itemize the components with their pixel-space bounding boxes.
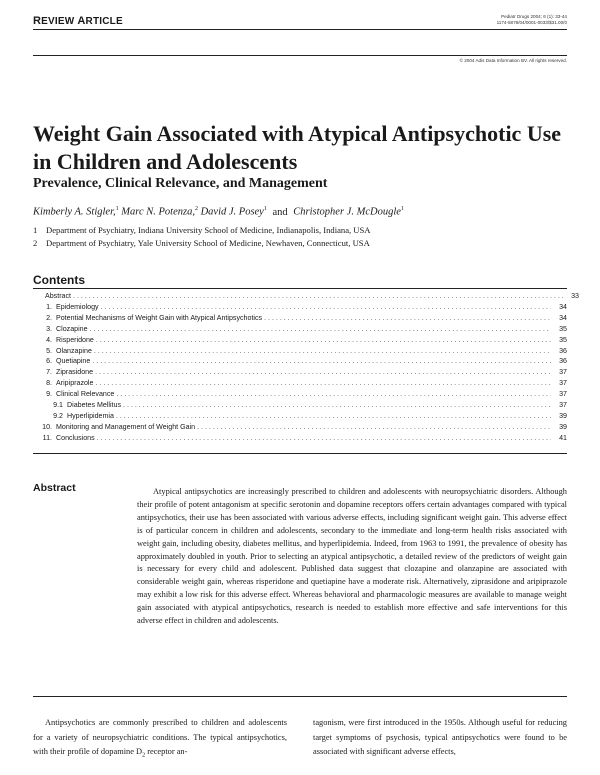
toc-leader-dots bbox=[96, 336, 551, 344]
contents-rule-bottom bbox=[33, 453, 567, 454]
toc-entry-page: 39 bbox=[559, 422, 567, 431]
contents-rule-top bbox=[33, 288, 567, 289]
toc-entry-label: Clozapine bbox=[56, 324, 88, 333]
toc-entry-label: Aripiprazole bbox=[56, 379, 94, 388]
toc-leader-dots bbox=[116, 412, 551, 420]
affiliation-text: Department of Psychiatry, Yale University School of Medicine, Newhaven, Connecticut, USA bbox=[46, 238, 370, 248]
toc-entry-number: 7. bbox=[46, 368, 52, 377]
header-rule-bottom bbox=[33, 55, 567, 56]
header-rule-top bbox=[33, 29, 567, 30]
toc-entry-page: 34 bbox=[559, 302, 567, 311]
toc-entry-page: 41 bbox=[559, 433, 567, 442]
toc-entry-number: 9.1 bbox=[53, 401, 63, 409]
toc-entry[interactable] bbox=[33, 303, 567, 313]
author-name: Kimberly A. Stigler, bbox=[33, 206, 116, 218]
author-affiliation-mark: 1 bbox=[115, 206, 119, 212]
toc-entry-label: Clinical Relevance bbox=[56, 390, 115, 399]
article-type-rest-1: EVIEW bbox=[41, 16, 75, 27]
toc-entry-number: 2. bbox=[46, 313, 52, 322]
toc-leader-dots bbox=[73, 292, 563, 300]
author-name: Christopher J. McDougle bbox=[293, 206, 401, 218]
author-name: David J. Posey bbox=[200, 206, 264, 218]
abstract-heading: Abstract bbox=[33, 482, 76, 494]
author-conjunction: and bbox=[272, 206, 288, 218]
toc-entry-number: 6. bbox=[46, 357, 52, 366]
copyright-notice: © 2004 Adis Data Information BV. All rights reserved. bbox=[459, 58, 567, 63]
toc-entry[interactable] bbox=[33, 390, 567, 400]
toc-entry-page: 37 bbox=[559, 401, 567, 409]
author-affiliation-mark: 2 bbox=[194, 206, 198, 212]
toc-entry-label: Risperidone bbox=[56, 335, 94, 344]
journal-line-1: Pediatr Drugs 2004; 6 (1): 33-44 bbox=[501, 14, 567, 19]
affiliation-text: Department of Psychiatry, Indiana University School of Medicine, Indianapolis, Indiana, USA bbox=[46, 225, 371, 235]
journal-line-2: 1174-5878/04/0001-0033/$31.00/0 bbox=[496, 20, 567, 25]
toc-entry[interactable] bbox=[33, 368, 567, 378]
affiliation bbox=[33, 225, 371, 235]
article-type-label bbox=[33, 15, 123, 27]
toc-entry-page: 37 bbox=[559, 379, 567, 388]
toc-leader-dots bbox=[197, 423, 551, 431]
toc-entry[interactable] bbox=[33, 412, 567, 422]
toc-entry[interactable] bbox=[33, 347, 567, 357]
toc-leader-dots bbox=[94, 347, 551, 355]
toc-entry-label: Ziprasidone bbox=[56, 368, 94, 377]
toc-entry[interactable] bbox=[33, 292, 579, 302]
toc-entry[interactable] bbox=[33, 423, 567, 433]
toc-entry-label: Olanzapine bbox=[56, 346, 92, 355]
toc-entry-page: 36 bbox=[559, 357, 567, 366]
toc-entry-number: 10. bbox=[42, 422, 52, 431]
toc-entry-number: 11. bbox=[42, 433, 52, 442]
toc-entry-number: 9. bbox=[46, 390, 52, 399]
toc-entry-label: Epidemiology bbox=[56, 302, 99, 311]
article-title: Weight Gain Associated with Atypical Antipsychotic Use in Children and Adolescents bbox=[33, 121, 562, 174]
toc-entry-page: 39 bbox=[559, 411, 567, 420]
toc-entry-number: 9.2 bbox=[53, 411, 63, 420]
body-text-left-tail: receptor an- bbox=[145, 747, 188, 756]
affiliation bbox=[33, 238, 370, 248]
toc-entry-number: 3. bbox=[46, 324, 52, 333]
toc-entry-page: 34 bbox=[559, 313, 567, 322]
toc-leader-dots bbox=[92, 357, 551, 365]
toc-entry-label: Diabetes Mellitus bbox=[67, 401, 122, 409]
toc-entry-label: Abstract bbox=[45, 292, 72, 300]
toc-leader-dots bbox=[95, 379, 551, 387]
article-type-initial-2: A bbox=[77, 15, 86, 27]
toc-entry-page: 37 bbox=[559, 390, 567, 399]
toc-entry-number: 4. bbox=[46, 335, 52, 344]
toc-entry-number: 5. bbox=[46, 346, 52, 355]
toc-entry[interactable] bbox=[33, 401, 567, 411]
toc-entry-label: Hyperlipidemia bbox=[67, 411, 114, 420]
body-column-left bbox=[33, 716, 287, 763]
author-affiliation-mark: 1 bbox=[263, 206, 267, 212]
body-text-left: Antipsychotics are commonly prescribed to children and adolescents for a variety of neuropsychiatric conditions. The typical antipsychotics, with their profile of dopamine D bbox=[33, 718, 287, 756]
toc-entry-label: Quetiapine bbox=[56, 357, 91, 366]
author-list bbox=[33, 206, 404, 218]
toc-leader-dots bbox=[264, 314, 551, 322]
affiliation-number: 1 bbox=[33, 225, 38, 235]
body-column-right: tagonism, were first introduced in the 1950s. Although useful for reducing target symptoms of psychosis, typical antipsychotics were found to be associated with significant adverse effects, bbox=[313, 718, 567, 756]
toc-entry-number: 1. bbox=[46, 302, 52, 311]
author-affiliation-mark: 1 bbox=[400, 206, 404, 212]
journal-citation bbox=[497, 14, 567, 26]
toc-entry-label: Potential Mechanisms of Weight Gain with Atypical Antipsychotics bbox=[56, 313, 263, 322]
toc-entry-page: 35 bbox=[559, 324, 567, 333]
author-name: Marc N. Potenza, bbox=[121, 206, 195, 218]
toc-entry-page: 33 bbox=[571, 292, 579, 300]
toc-entry[interactable] bbox=[33, 314, 567, 324]
toc-entry-number: 8. bbox=[46, 379, 52, 388]
toc-leader-dots bbox=[90, 325, 551, 333]
toc-leader-dots bbox=[123, 401, 551, 409]
article-type-rest-2: RTICLE bbox=[85, 16, 123, 27]
abstract-text: Atypical antipsychotics are increasingly prescribed to children and adolescents with neuropsychiatric disorders. Although their profile of potent antagonism at specific serotonin and dopamine receptors offers certain advantages compared with typical antipsychotics, their use has been associated with various adverse effects, including significant weight gain. This adverse effect is of particular concern in children and adolescents, secondary to the immediate and long-term health risks associated with weight gain, including obesity, diabetes mellitus, and hyperlipidemia. Indeed, from 1963 to 1991, the prevalence of obesity has approximately doubled in youth. Prior to selecting an atypical antipsychotic, a detailed review of the predictors of weight gain is necessary for every child and adolescent. Published data suggest that clozapine and olanzapine are associated with considerable weight gain, whereas risperidone and quetiapine have a moderate risk. Alternatively, ziprasidone and aripiprazole may exhibit a low risk for this adverse effect. Whereas behavioral and pharmacologic measures are available to manage weight gain associated with atypical antipsychotics, research is needed to establish more effective and safe interventions for this adverse effect in children and adolescents. bbox=[137, 487, 567, 626]
article-subtitle: Prevalence, Clinical Relevance, and Management bbox=[33, 176, 328, 191]
abstract-rule bbox=[33, 696, 567, 697]
toc-entry[interactable] bbox=[33, 336, 567, 346]
toc-entry[interactable] bbox=[33, 357, 567, 367]
toc-leader-dots bbox=[95, 368, 551, 376]
toc-entry[interactable] bbox=[33, 325, 567, 335]
affiliation-number: 2 bbox=[33, 238, 38, 248]
toc-leader-dots bbox=[101, 303, 551, 311]
toc-entry-page: 35 bbox=[559, 335, 567, 344]
toc-entry[interactable] bbox=[33, 434, 567, 444]
toc-entry-label: Conclusions bbox=[56, 433, 95, 442]
toc-entry-label: Monitoring and Management of Weight Gain bbox=[56, 422, 196, 431]
toc-leader-dots bbox=[97, 434, 551, 442]
toc-entry-page: 36 bbox=[559, 346, 567, 355]
toc-leader-dots bbox=[116, 390, 551, 398]
contents-heading: Contents bbox=[33, 273, 85, 287]
receptor-subscript: 2 bbox=[142, 752, 146, 759]
toc-entry-page: 37 bbox=[559, 368, 567, 377]
toc-entry[interactable] bbox=[33, 379, 567, 389]
article-type-initial-1: R bbox=[33, 15, 42, 27]
